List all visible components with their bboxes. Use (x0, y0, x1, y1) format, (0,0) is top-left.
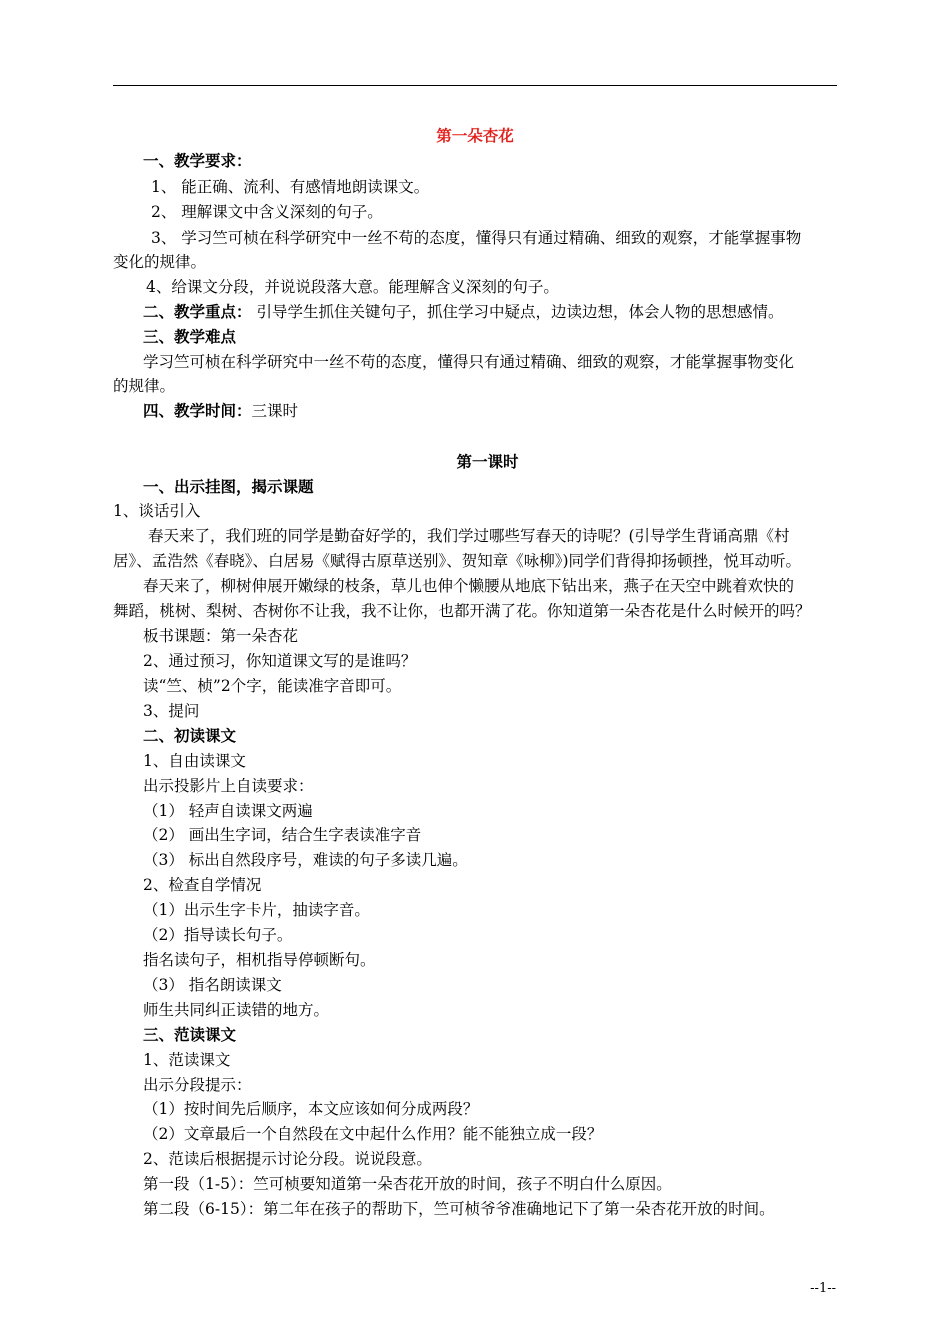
section-2-requirement-1: （1） 轻声自读课文两遍 (143, 802, 313, 820)
requirements-heading: 一、教学要求： (143, 151, 252, 170)
section-2-requirement-2: （2） 画出生字词，结合生字表读准字音 (143, 826, 422, 844)
section-3-part-1: 第一段（1-5）：竺可桢要知道第一朵杏花开放的时间，孩子不明白什么原因。 (143, 1175, 672, 1193)
section-3-heading: 三、范读课文 (143, 1025, 237, 1044)
lesson-heading: 第一课时 (456, 452, 519, 471)
requirement-3-continued: 变化的规律。 (113, 253, 207, 271)
section-1-heading: 一、出示挂图，揭示课题 (143, 477, 314, 496)
key-points-label: 二、教学重点： (143, 302, 252, 321)
difficulty-heading: 三、教学难点 (143, 327, 237, 346)
section-2-check-3-note: 师生共同纠正读错的地方。 (143, 1001, 330, 1019)
section-2-check-2-note: 指名读句子，相机指导停顿断句。 (143, 951, 376, 969)
section-3-question-2: （2）文章最后一个自然段在文中起什么作用？能不能独立成一段？ (143, 1125, 603, 1143)
teaching-time-label: 四、教学时间： (143, 401, 252, 420)
paragraph-1-line-2: 居》、孟浩然《春晓》、白居易《赋得古原草送别》、贺知章《咏柳》)同学们背得抑扬顿挫，悦耳动听。 (113, 552, 802, 570)
key-points-text: 引导学生抓住关键句子，抓住学习中疑点，边读边想，体会人物的思想感情。 (251, 303, 784, 321)
board-title: 板书课题：第一朵杏花 (143, 627, 299, 645)
section-1-read-note: 读“竺、桢”2个字，能读准字音即可。 (143, 677, 402, 695)
teaching-time-text: 三课时 (251, 402, 299, 420)
section-2-check-2: （2）指导读长句子。 (143, 926, 293, 944)
paragraph-1-line-1: 春天来了，我们班的同学是勤奋好学的，我们学过哪些写春天的诗呢？(引导学生背诵高鼎《村 (148, 527, 790, 545)
section-2-item-2: 2、检查自学情况 (143, 876, 262, 894)
teaching-time (143, 401, 298, 421)
section-2-item-1: 1、自由读课文 (143, 752, 246, 770)
section-2-requirement-3: （3） 标出自然段序号，难读的句子多读几遍。 (143, 851, 468, 869)
requirement-3: 3、 学习竺可桢在科学研究中一丝不苟的态度，懂得只有通过精确、细致的观察，才能掌握事物 (151, 229, 802, 247)
requirement-1: 1、 能正确、流利、有感情地朗读课文。 (151, 178, 430, 196)
section-3-show: 出示分段提示： (143, 1076, 252, 1094)
requirement-2: 2、 理解课文中含义深刻的句子。 (151, 203, 383, 221)
section-1-item-2: 2、通过预习，你知道课文写的是谁吗？ (143, 652, 417, 670)
key-points (143, 302, 783, 322)
page-number: --1-- (810, 1281, 836, 1296)
section-3-question-1: （1）按时间先后顺序，本文应该如何分成两段？ (143, 1100, 479, 1118)
section-3-part-2: 第二段（6-15）：第二年在孩子的帮助下，竺可桢爷爷准确地记下了第一朵杏花开放的时间。 (143, 1200, 775, 1218)
paragraph-2-line-2: 舞蹈，桃树、梨树、杏树你不让我，我不让你，也都开满了花。你知道第一朵杏花是什么时候开的吗？ (113, 602, 811, 620)
requirement-4: 4、给课文分段，并说说段落大意。能理解含义深刻的句子。 (146, 278, 559, 296)
paragraph-2-line-1: 春天来了，柳树伸展开嫩绿的枝条，草儿也伸个懒腰从地底下钻出来，燕子在天空中跳着欢快的 (143, 577, 795, 595)
difficulty-text-continued: 的规律。 (113, 377, 176, 395)
section-1-item-1: 1、谈话引入 (113, 502, 201, 520)
document-title: 第一朵杏花 (436, 126, 514, 145)
difficulty-text: 学习竺可桢在科学研究中一丝不苟的态度，懂得只有通过精确、细致的观察，才能掌握事物变化 (143, 353, 795, 371)
section-2-check-1: （1）出示生字卡片，抽读字音。 (143, 901, 370, 919)
section-2-show: 出示投影片上自读要求： (143, 777, 314, 795)
header-rule (113, 85, 837, 86)
section-3-item-1: 1、范读课文 (143, 1051, 231, 1069)
section-2-check-3: （3） 指名朗读课文 (143, 976, 282, 994)
section-3-item-2: 2、范读后根据提示讨论分段。说说段意。 (143, 1150, 432, 1168)
section-1-item-3: 3、提问 (143, 702, 200, 720)
section-2-heading: 二、初读课文 (143, 726, 237, 745)
